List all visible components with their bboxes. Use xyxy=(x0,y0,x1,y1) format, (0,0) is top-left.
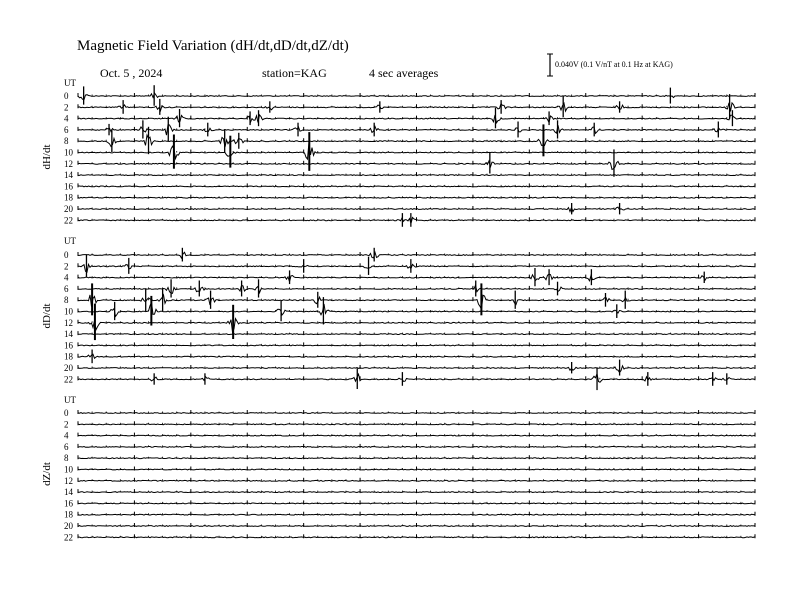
hour-tick-label: 6 xyxy=(64,441,69,452)
hour-tick-label: 20 xyxy=(64,521,73,531)
hour-tick-label: 18 xyxy=(64,351,73,362)
hour-tick-label: 4 xyxy=(64,430,69,441)
ut-label: UT xyxy=(64,395,76,405)
panel-name-label: dH/dt xyxy=(41,144,53,170)
hour-tick-label: 22 xyxy=(64,532,73,543)
hour-tick-label: 18 xyxy=(64,509,73,520)
hour-tick-label: 0 xyxy=(64,250,69,260)
hour-tick-label: 8 xyxy=(64,295,69,306)
hour-tick-label: 8 xyxy=(64,453,69,464)
hour-tick-label: 12 xyxy=(64,317,73,328)
hour-tick-label: 10 xyxy=(64,147,73,158)
trace-line xyxy=(78,295,755,310)
panel-name-label: dZ/dt xyxy=(41,462,53,486)
hour-tick-label: 0 xyxy=(64,91,69,101)
hour-tick-label: 6 xyxy=(64,283,69,294)
panel-name-label: dD/dt xyxy=(41,303,53,329)
hour-tick-label: 20 xyxy=(64,204,73,214)
station-label: station=KAG xyxy=(262,66,327,80)
hour-tick-label: 16 xyxy=(64,181,73,192)
hour-tick-label: 22 xyxy=(64,374,73,385)
hour-tick-label: 2 xyxy=(64,419,69,430)
ut-label: UT xyxy=(64,78,76,88)
hour-tick-label: 2 xyxy=(64,261,69,272)
hour-tick-label: 4 xyxy=(64,272,69,283)
hour-tick-label: 10 xyxy=(64,464,73,475)
hour-tick-label: 12 xyxy=(64,475,73,486)
scale-label: 0.040V (0.1 V/nT at 0.1 Hz at KAG) xyxy=(555,60,673,69)
hour-tick-label: 4 xyxy=(64,113,69,124)
date-label: Oct. 5 , 2024 xyxy=(100,66,163,80)
hour-tick-label: 22 xyxy=(64,215,73,226)
hour-tick-label: 16 xyxy=(64,498,73,509)
hour-tick-label: 0 xyxy=(64,408,69,418)
chart-title: Magnetic Field Variation (dH/dt,dD/dt,dZ/dt) xyxy=(77,38,349,54)
hour-tick-label: 14 xyxy=(64,170,73,181)
hour-tick-label: 2 xyxy=(64,102,69,113)
ut-label: UT xyxy=(64,236,76,246)
hour-tick-label: 14 xyxy=(64,329,73,340)
hour-tick-label: 6 xyxy=(64,124,69,135)
hour-tick-label: 8 xyxy=(64,136,69,147)
hour-tick-label: 12 xyxy=(64,158,73,169)
hour-tick-label: 14 xyxy=(64,487,73,498)
hour-tick-label: 20 xyxy=(64,363,73,373)
averaging-label: 4 sec averages xyxy=(369,66,439,80)
hour-tick-label: 10 xyxy=(64,306,73,317)
hour-tick-label: 18 xyxy=(64,192,73,203)
hour-tick-label: 16 xyxy=(64,340,73,351)
